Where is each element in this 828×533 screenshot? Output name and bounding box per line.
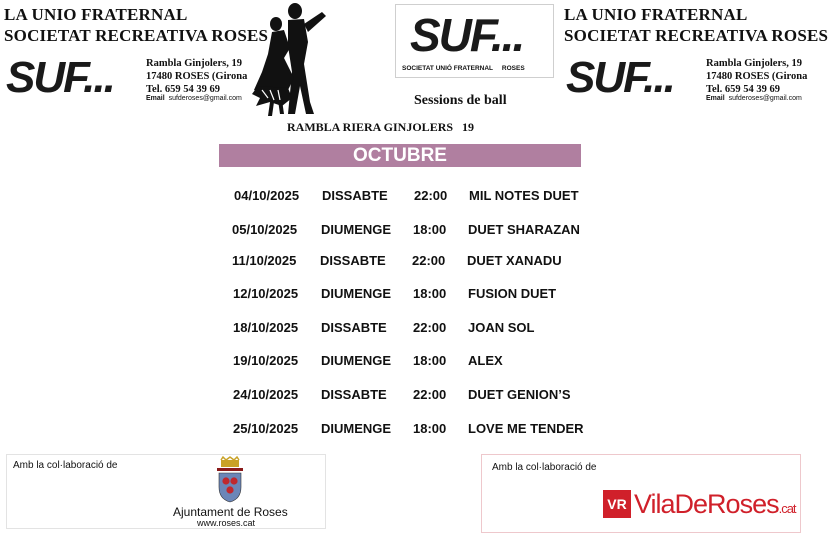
session-time: 22:00 <box>412 253 446 268</box>
session-artist: DUET GENION’S <box>468 387 571 402</box>
email-right <box>706 95 802 102</box>
session-artist: ALEX <box>468 353 503 368</box>
session-time: 22:00 <box>413 320 447 335</box>
session-time: 18:00 <box>413 421 447 436</box>
suf-logo-center: SUF... <box>410 9 524 61</box>
org-name-line2: SOCIETAT RECREATIVA ROSES <box>564 26 828 45</box>
session-date: 04/10/2025 <box>234 188 300 203</box>
session-day: DIUMENGE <box>321 421 392 436</box>
email-left <box>146 95 242 102</box>
session-artist: JOAN SOL <box>468 320 535 335</box>
email-label: Email <box>146 95 165 102</box>
roses-coat-of-arms-icon <box>213 457 247 503</box>
suf-logo-left: SUF... <box>6 53 114 102</box>
logo-caption: SOCIETAT UNIÓ FRATERNAL ROSES <box>402 65 525 72</box>
sponsor-label: Amb la col·laboració de <box>492 462 597 473</box>
session-date: 25/10/2025 <box>233 421 299 436</box>
session-time: 18:00 <box>413 353 447 368</box>
viladeroses-tld: .cat <box>778 501 796 516</box>
venue: RAMBLA RIERA GINJOLERS 19 <box>287 120 475 134</box>
session-date: 24/10/2025 <box>233 387 299 402</box>
session-day: DISSABTE <box>322 188 388 203</box>
sponsor-label: Amb la col·laboració de <box>13 460 118 471</box>
session-time: 22:00 <box>413 387 447 402</box>
session-time: 22:00 <box>414 188 448 203</box>
session-row <box>0 222 800 240</box>
phone: Tel. 659 54 39 69 <box>706 84 780 95</box>
center-logo-box <box>395 4 554 78</box>
org-address-right <box>706 57 807 96</box>
session-day: DIUMENGE <box>321 286 392 301</box>
dancing-couple-icon <box>248 2 330 118</box>
session-row <box>0 286 800 304</box>
org-name-right <box>564 4 828 46</box>
session-date: 19/10/2025 <box>233 353 299 368</box>
session-row <box>0 421 800 439</box>
email-value: sufderoses@gmail.com <box>168 95 242 102</box>
session-row <box>0 188 800 206</box>
email-label: Email <box>706 95 725 102</box>
session-row <box>0 387 800 405</box>
session-day: DISSABTE <box>321 320 387 335</box>
ajuntament-url: www.roses.cat <box>197 518 256 528</box>
address-line1: Rambla Ginjolers, 19 <box>706 58 802 69</box>
session-date: 12/10/2025 <box>233 286 299 301</box>
org-name-line1: LA UNIO FRATERNAL <box>564 5 748 24</box>
session-artist: LOVE ME TENDER <box>468 421 584 436</box>
org-name-line1: LA UNIO FRATERNAL <box>4 5 188 24</box>
session-artist: DUET SHARAZAN <box>468 222 580 237</box>
subtitle: Sessions de ball <box>414 93 507 108</box>
session-date: 18/10/2025 <box>233 320 299 335</box>
viladeroses-name: VilaDeRoses <box>634 489 779 519</box>
org-name-line2: SOCIETAT RECREATIVA ROSES <box>4 26 269 45</box>
viladeroses-logo <box>634 489 796 520</box>
session-artist: FUSION DUET <box>468 286 557 301</box>
session-day: DIUMENGE <box>321 353 392 368</box>
session-day: DISSABTE <box>321 387 387 402</box>
suf-logo-right: SUF... <box>566 53 674 102</box>
session-date: 11/10/2025 <box>232 253 297 268</box>
session-time: 18:00 <box>413 286 447 301</box>
ajuntament-name: Ajuntament de Roses <box>173 505 288 519</box>
session-day: DIUMENGE <box>321 222 392 237</box>
sponsor-ajuntament <box>6 454 326 529</box>
address-line2: 17480 ROSES (Girona <box>146 71 248 82</box>
session-artist: DUET XANADU <box>467 253 562 268</box>
session-time: 18:00 <box>413 222 447 237</box>
session-date: 05/10/2025 <box>232 222 298 237</box>
session-row <box>0 320 800 338</box>
phone: Tel. 659 54 39 69 <box>146 84 220 95</box>
address-line1: Rambla Ginjolers, 19 <box>146 58 242 69</box>
session-day: DISSABTE <box>320 253 386 268</box>
session-row <box>0 353 800 371</box>
session-row <box>0 253 800 271</box>
sponsor-viladeroses <box>481 454 801 533</box>
org-address-left <box>146 57 247 96</box>
session-artist: MIL NOTES DUET <box>469 188 579 203</box>
email-value: sufderoses@gmail.com <box>728 95 802 102</box>
address-line2: 17480 ROSES (Girona <box>706 71 808 82</box>
org-name-left <box>4 4 268 46</box>
viladeroses-mark-icon: VR <box>603 490 631 518</box>
month-bar: OCTUBRE <box>219 144 581 167</box>
